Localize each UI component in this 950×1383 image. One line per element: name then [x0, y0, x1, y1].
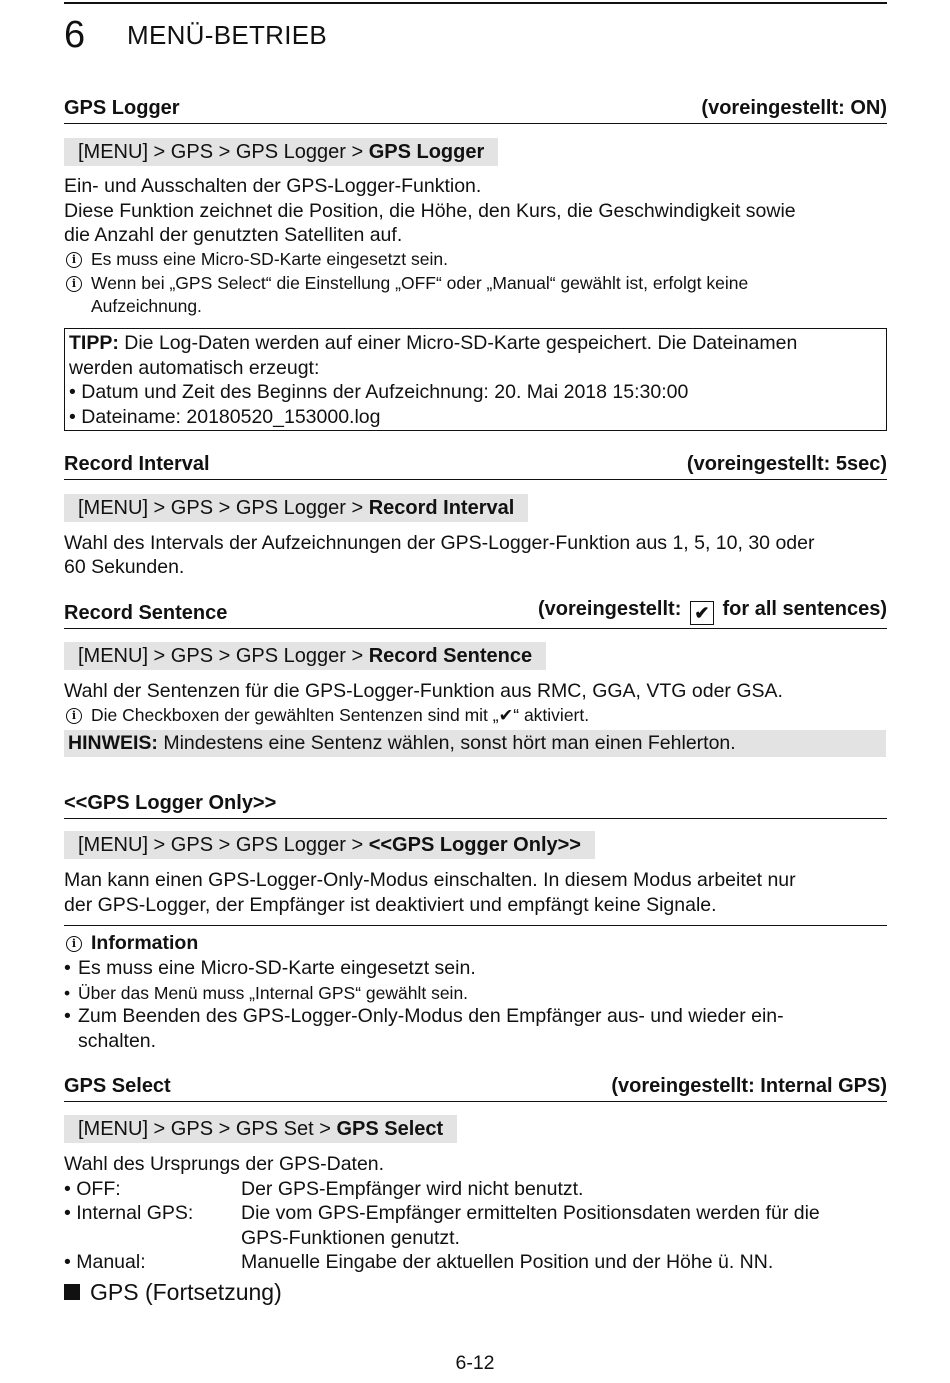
info-icon: i	[66, 252, 82, 268]
info-icon: i	[66, 276, 82, 292]
tip-text: werden automatisch erzeugt:	[69, 356, 320, 379]
note-text: Die Checkboxen der gewählten Sentenzen sind mit „✔“ aktiviert.	[91, 705, 590, 725]
menu-path-item: GPS Select	[336, 1118, 444, 1140]
paragraph: 60 Sekunden.	[64, 556, 185, 578]
option-def	[241, 1201, 887, 1250]
menu-path-record-sentence	[64, 642, 546, 670]
menu-path-item: Record Sentence	[368, 645, 533, 667]
option-term: • Internal GPS:	[64, 1202, 194, 1224]
menu-path-prefix: [MENU] > GPS > GPS Set >	[78, 1118, 337, 1140]
menu-path-gps-select	[64, 1115, 457, 1143]
note-text: Aufzeichnung.	[91, 296, 202, 316]
top-rule	[64, 2, 887, 4]
bullet-dot: •	[64, 1005, 71, 1027]
bullet-item	[64, 1004, 887, 1053]
bullet-text: Über das Menü muss „Internal GPS“ gewählt sein.	[78, 983, 469, 1003]
paragraph: Wahl des Intervals der Aufzeichnungen der GPS-Logger-Funktion aus 1, 5, 10, 30 oder	[64, 532, 815, 554]
section-title: GPS Logger	[64, 97, 180, 119]
checkbox-icon: ✔	[690, 601, 714, 625]
continuation-text: GPS (Fortsetzung)	[90, 1279, 282, 1305]
default-value	[538, 598, 887, 625]
section-title: <<GPS Logger Only>>	[64, 792, 277, 814]
paragraph: der GPS-Logger, der Empfänger ist deaktiviert und empfängt keine Signale.	[64, 894, 717, 916]
chapter-number: 6	[64, 14, 86, 56]
menu-path-item: <<GPS Logger Only>>	[368, 834, 581, 856]
section-title: Record Sentence	[64, 602, 228, 624]
option-term: • Manual:	[64, 1251, 146, 1273]
divider	[64, 925, 887, 926]
paragraph: Man kann einen GPS-Logger-Only-Modus einschalten. In diesem Modus arbeitet nur	[64, 869, 796, 891]
info-icon: i	[66, 708, 82, 724]
section-header-gps-logger	[64, 95, 887, 124]
menu-path-record-interval	[64, 494, 528, 522]
section-header-gps-select	[64, 1073, 887, 1102]
hinweis-label: HINWEIS:	[68, 732, 158, 754]
menu-path-prefix: [MENU] > GPS > GPS Logger >	[78, 497, 369, 519]
menu-path-gps-logger	[64, 138, 498, 166]
hinweis-text: Mindestens eine Sentenz wählen, sonst hört man einen Fehlerton.	[157, 732, 736, 754]
bullet-dot: •	[64, 957, 71, 979]
page-number: 6-12	[455, 1352, 495, 1374]
menu-path-item: Record Interval	[368, 497, 515, 519]
hinweis-box	[64, 730, 886, 757]
note-item	[64, 248, 887, 271]
default-suffix: for all sentences)	[722, 598, 887, 620]
menu-path-logger-only	[64, 831, 595, 859]
option-term: • OFF:	[64, 1178, 121, 1200]
option-def-line: GPS-Funktionen genutzt.	[241, 1226, 460, 1249]
tip-text: • Dateiname: 20180520_153000.log	[69, 405, 381, 428]
bullet-text: Zum Beenden des GPS-Logger-Only-Modus den Empfänger aus- und wieder ein-	[78, 1005, 784, 1027]
paragraph: Ein- und Ausschalten der GPS-Logger-Funktion.	[64, 175, 482, 197]
note-item	[64, 704, 887, 727]
square-bullet-icon	[64, 1284, 80, 1300]
bullet-text: schalten.	[78, 1029, 157, 1052]
paragraph: Diese Funktion zeichnet die Position, die Höhe, den Kurs, die Geschwindigkeit sowie	[64, 200, 796, 222]
section-header-logger-only	[64, 790, 887, 819]
option-def-line: Die vom GPS-Empfänger ermittelten Positionsdaten werden für die	[241, 1202, 820, 1224]
paragraph: Wahl des Ursprungs der GPS-Daten.	[64, 1153, 385, 1175]
bullet-item	[64, 956, 887, 981]
note-text: Es muss eine Micro-SD-Karte eingesetzt sein.	[91, 249, 448, 269]
default-value: (voreingestellt: ON)	[701, 97, 887, 119]
tip-text: Die Log-Daten werden auf einer Micro-SD-Karte gespeichert. Die Dateinamen	[118, 332, 798, 354]
bullet-text: Es muss eine Micro-SD-Karte eingesetzt sein.	[78, 957, 476, 979]
section-title: Record Interval	[64, 453, 210, 475]
info-icon: i	[66, 936, 82, 952]
section-title: GPS Select	[64, 1075, 171, 1097]
default-value: (voreingestellt: 5sec)	[686, 453, 887, 475]
section-header-record-interval	[64, 451, 887, 480]
paragraph: Wahl der Sentenzen für die GPS-Logger-Funktion aus RMC, GGA, VTG oder GSA.	[64, 680, 783, 702]
section-header-record-sentence	[64, 600, 887, 629]
default-value: (voreingestellt: Internal GPS)	[611, 1075, 887, 1097]
chapter-title: MENÜ-BETRIEB	[127, 20, 328, 50]
tip-text: • Datum und Zeit des Beginns der Aufzeichnung: 20. Mai 2018 15:30:00	[69, 381, 689, 403]
paragraph: die Anzahl der genutzten Satelliten auf.	[64, 224, 403, 246]
note-item	[64, 272, 887, 318]
tip-box	[64, 328, 887, 431]
option-def: Der GPS-Empfänger wird nicht benutzt.	[241, 1178, 584, 1200]
continuation-heading	[64, 1278, 282, 1306]
menu-path-prefix: [MENU] > GPS > GPS Logger >	[78, 645, 369, 667]
tip-label: TIPP:	[69, 332, 119, 354]
bullet-item	[64, 981, 887, 1006]
bullet-dot: •	[64, 983, 71, 1003]
menu-path-item: GPS Logger	[368, 141, 485, 163]
default-prefix: (voreingestellt:	[538, 598, 682, 620]
menu-path-prefix: [MENU] > GPS > GPS Logger >	[78, 834, 369, 856]
menu-path-prefix: [MENU] > GPS > GPS Logger >	[78, 141, 369, 163]
info-heading	[64, 931, 887, 955]
info-title: Information	[91, 932, 199, 954]
option-def: Manuelle Eingabe der aktuellen Position und der Höhe ü. NN.	[241, 1251, 774, 1273]
note-text: Wenn bei „GPS Select“ die Einstellung „OFF“ oder „Manual“ gewählt ist, erfolgt keine	[91, 273, 749, 293]
